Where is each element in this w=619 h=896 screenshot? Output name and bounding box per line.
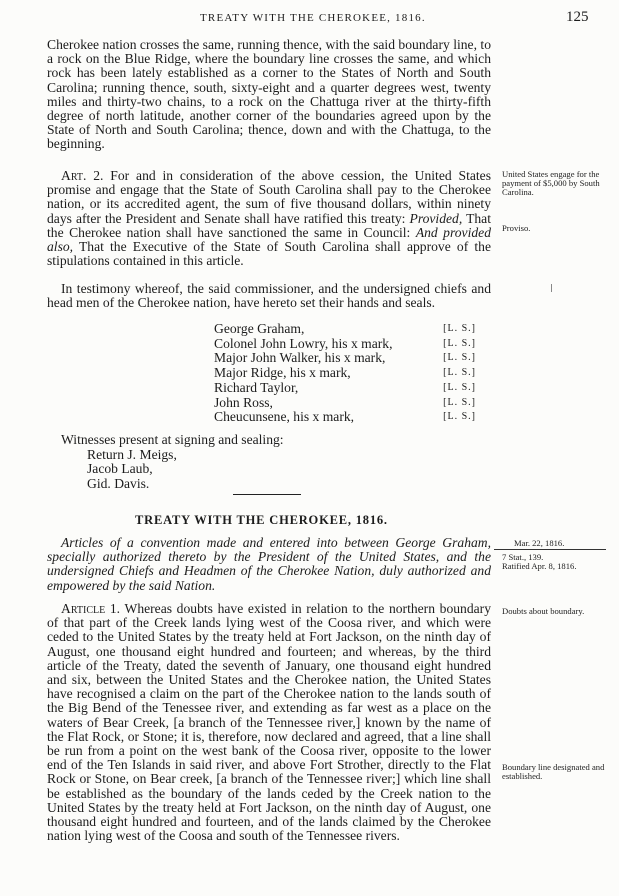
margin-note-stat: 7 Stat., 139. <box>502 552 544 562</box>
margin-date-rule <box>494 549 606 550</box>
provided-also-term: And provided also, <box>47 224 491 255</box>
page-number: 125 <box>566 9 589 25</box>
seal: [L. S.] <box>443 396 476 408</box>
margin-mark <box>551 284 552 292</box>
article-2-label: Art. 2. <box>61 168 104 183</box>
article-1 <box>47 602 491 843</box>
section-divider <box>233 494 301 495</box>
witness-name: Jacob Laub, <box>87 461 153 477</box>
margin-note-ratified: Ratified Apr. 8, 1816. <box>502 561 577 571</box>
seal: [L. S.] <box>443 337 476 349</box>
margin-note-doubts: Doubts about boundary. <box>502 606 585 616</box>
article-1-text: Article 1. Whereas doubts have existed in relation to the northern boundary of that part of the Creek lands lying west of the Coosa river, and which were ceded to the United States by the treaty held at Fort Jackson, on the ninth day of August, one thousand eight hundred and fourteen; and whereas, by the third article of the Treaty, dated the seventh of January, one thousand eight hundred and six, between the United States and the Cherokee nation, the United States have recognised a claim on the part of the Cherokee nation to the lands south of the Big Bend of the Tenessee river, and extending as far west as a place on the waters of Bear Creek, [a branch of the Tennessee river,] known by the name of the Flat Rock, or Stone; it is, therefore, now declared and agreed, that a line shall be run from a point on the west bank of the Coosa river, opposite to the lower end of the Ten Islands in said river, and above Fort Strother, directly to the Flat Rock or Stone, on Bear creek, [a branch of the Tennessee river;] which line shall be established as the boundary of the lands ceded by the Creek nation to the United States by the treaty held at Fort Jackson, on the ninth day of August, one thousand eight hundred and fourteen, and of the lands claimed by the Cherokee nation lying west of the Coosa and south of the Tennessee rivers. <box>47 601 492 844</box>
provided-term: Provided, <box>409 210 463 226</box>
signature-row: John Ross, [L. S.] <box>214 394 476 410</box>
treaty-page: TREATY WITH THE CHEROKEE, 1816. 125 Cherokee nation crosses the same, running thence, with the said boundary line, to a rock on the Blue Ridge, where the boundary line crosses the same, and which rock has been lately established as a corner to the States of North and South Carolina; running thence, south, sixty-eight and a quarter degrees west, twenty miles and thirty-two chains, to a rock on the Chattuga river at the thirty-fifth degree of north latitude, another corner of the boundaries agreed upon by the State of North and South Carolina; thence, down and with the Chattuga, to the beginning. Art. 2. For and in consideration of the above cession, the United States promise and engage that the State of South Carolina shall pay to the Cherokee nation, or its accredited agent, the sum of five thousand dollars, within ninety days after the President and Senate shall have ratified this treaty: Provided, That the Cherokee nation shall have sanctioned the same in Council: And provided also, That the Executive of the State of South Carolina shall approve of the stipulations contained in this article. In testimony whereof, the said commissioner, and the undersigned chiefs and head men of the Cherokee nation, have hereto set their hands and seals. George Graham, [L. S.] Colonel John Lowry, his x mark, [L. S.] Major John Walker, his x mark, [L. S.] Major Ridge, his x mark, [L. S.] Richard Taylor, [L. S.] John Ross, [L. S.] Cheucunsene, his x mark, [L. S.] Witnesses present at signing and sealing: Return J. Meigs, Jacob Laub, Gid. Davis. TREATY WITH THE CHEROKEE, 1816. Articles of a convention made and entered into between George Graham, specially authorized thereto by the President of the United States, and the undersigned Chiefs and Headmen of the Cherokee Nation, duly authorized and empowered by the said Nation. Article 1. Whereas doubts have existed in relation to the northern boundary of that part of the Creek lands lying west of the Coosa river, and which were ceded to the United States by the treaty held at Fort Jackson, on the ninth day of August, one thousand eight hundred and fourteen; and whereas, by the third article of the Treaty, dated the seventh of January, one thousand eight hundred and six, between the United States and the Cherokee nation, the United States have recognised a claim on the part of the Cherokee nation to the lands south of the Big Bend of the Tenessee river, and extending as far west as a place on the waters of Bear Creek, [a branch of the Tennessee river,] known by the name of the Flat Rock, or Stone; it is, therefore, now declared and agreed, that a line shall be run from a point on the west bank of the Coosa river, opposite to the lower end of the Ten Islands in said river, and above Fort Strother, directly to the Flat Rock or Stone, on Bear creek, [a branch of the Tennessee river;] which line shall be established as the boundary of the lands ceded by the Creek nation to the United States by the treaty held at Fort Jackson, on the ninth day of August, one thousand eight hundred and fourteen, and of the lands claimed by the Cherokee nation lying west of the Coosa and south of the Tennessee rivers. United States engage for the payment of $5,000 by South Carolina. Proviso. Mar. 22, 1816. 7 Stat., 139. Ratified Apr. 8, 1816. Doubts about boundary. Boundary line designated and established. <box>0 0 619 896</box>
seal: [L. S.] <box>443 381 476 393</box>
signature-row: Colonel John Lowry, his x mark, [L. S.] <box>214 335 476 351</box>
seal: [L. S.] <box>443 367 476 379</box>
signature-row: Major John Walker, his x mark, [L. S.] <box>214 350 476 366</box>
witness-block <box>61 433 284 491</box>
witness-heading: Witnesses present at signing and sealing: <box>61 432 284 447</box>
article-2 <box>47 169 491 268</box>
signature-row: Major Ridge, his x mark, [L. S.] <box>214 365 476 381</box>
signature-row: Cheucunsene, his x mark, [L. S.] <box>214 409 476 425</box>
testimony <box>47 282 491 310</box>
margin-note-proviso: Proviso. <box>502 223 531 233</box>
intro-text: Cherokee nation crosses the same, running thence, with the said boundary line, to a rock on the Blue Ridge, where the boundary line crosses the same, and which rock has been lately established as a corner to the States of North and South Carolina; running thence, south, sixty-eight and a quarter degrees west, twenty miles and thirty-two chains, to a rock on the Chattuga river at the thirty-fifth degree of north latitude, another corner of the boundaries agreed upon by the State of North and South Carolina; thence, down and with the Chattuga, to the beginning. <box>47 37 491 152</box>
signature-list <box>214 322 476 425</box>
witness-name: Return J. Meigs, <box>87 446 177 462</box>
margin-note-date: Mar. 22, 1816. <box>514 538 565 548</box>
testimony-text: In testimony whereof, the said commissioner, and the undersigned chiefs and head men of the Cherokee nation, have hereto set their hands and seals. <box>47 281 491 311</box>
intro-paragraph <box>47 38 491 152</box>
preamble-text: Articles of a convention made and entered into between George Graham, specially authorized thereto by the President of the United States, and the undersigned Chiefs and Headmen of the Cherokee Nation, duly authorized and empowered by the said Nation. <box>47 535 491 593</box>
margin-note-payment: United States engage for the payment of $5,000 by South Carolina. <box>502 169 600 198</box>
seal: [L. S.] <box>443 323 476 334</box>
article-1-label: Article 1. <box>61 601 121 616</box>
seal: [L. S.] <box>443 352 476 364</box>
margin-note-boundary: Boundary line designated and established. <box>502 762 605 782</box>
running-title: TREATY WITH THE CHEROKEE, 1816. <box>200 12 426 24</box>
signature-row: Richard Taylor, [L. S.] <box>214 379 476 395</box>
preamble <box>47 536 491 593</box>
signature-row: George Graham, [L. S.] <box>214 321 476 336</box>
article-2-text: Art. 2. For and in consideration of the above cession, the United States promise and engage that the State of South Carolina shall pay to the Cherokee nation, or its accredited agent, the sum of five thousand dollars, within ninety days after the President and Senate shall have ratified this treaty: Provided, That the Cherokee nation shall have sanctioned the same in Council: And provided also, That the Executive of the State of South Carolina shall approve of the stipulations contained in this article. <box>47 168 491 269</box>
witness-name: Gid. Davis. <box>87 475 150 491</box>
seal: [L. S.] <box>443 411 476 423</box>
